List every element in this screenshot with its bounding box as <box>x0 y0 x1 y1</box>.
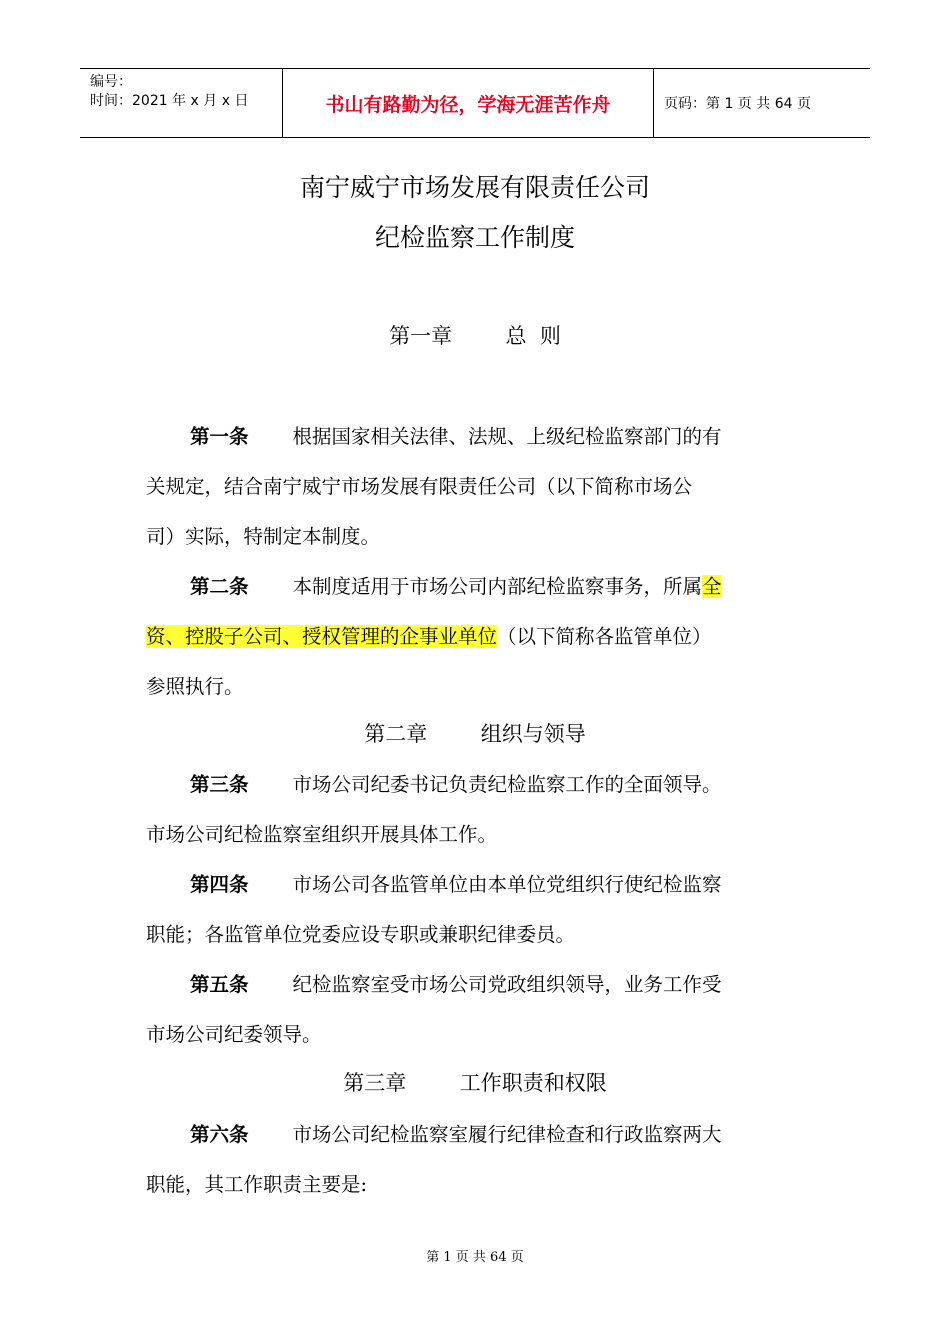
article-4-line-2: 职能；各监管单位党委应设专职或兼职纪律委员。 <box>146 923 576 946</box>
article-2-line-3: 参照执行。 <box>146 675 244 698</box>
article-3-line-2: 市场公司纪检监察室组织开展具体工作。 <box>146 823 498 846</box>
document-header <box>80 68 870 138</box>
chapter-3-heading: 第三章 工作职责和权限 <box>343 1071 607 1095</box>
number-label: 编号： <box>90 74 132 90</box>
article-1-line-3: 司）实际，特制定本制度。 <box>146 525 381 548</box>
article-1-line-1: 第一条 根据国家相关法律、法规、上级纪检监察部门的有 <box>190 425 722 448</box>
header-meta <box>80 69 282 137</box>
chapter-2-heading: 第二章 组织与领导 <box>364 722 586 746</box>
header-motto: 书山有路勤为径，学海无涯苦作舟 <box>282 69 654 137</box>
article-3-label: 第三条 <box>190 773 249 796</box>
highlighted-text: 全 <box>702 575 722 598</box>
header-page-info: 页码：第 1 页 共 64 页 <box>664 96 811 112</box>
time-label: 时间：2021 年 x 月 x 日 <box>90 93 249 109</box>
article-6-label: 第六条 <box>190 1123 249 1146</box>
article-5-line-2: 市场公司纪委领导。 <box>146 1023 322 1046</box>
article-4-line-1: 第四条 市场公司各监管单位由本单位党组织行使纪检监察 <box>190 873 722 896</box>
document-title-line1: 南宁威宁市场发展有限责任公司 <box>299 173 650 202</box>
article-6-line-2: 职能，其工作职责主要是: <box>146 1173 368 1196</box>
article-2-line-1: 第二条 本制度适用于市场公司内部纪检监察事务，所属全 <box>190 575 722 598</box>
article-3-line-1: 第三条 市场公司纪委书记负责纪检监察工作的全面领导。 <box>190 773 722 796</box>
article-1-label: 第一条 <box>190 425 249 448</box>
article-2-line-2: 资、控股子公司、授权管理的企事业单位（以下简称各监管单位） <box>146 625 712 648</box>
document-title-line2: 纪检监察工作制度 <box>374 223 575 252</box>
chapter-1-heading: 第一章 总 则 <box>389 324 561 348</box>
page-footer: 第 1 页 共 64 页 <box>426 1250 524 1265</box>
article-5-label: 第五条 <box>190 973 249 996</box>
article-5-line-1: 第五条 纪检监察室受市场公司党政组织领导，业务工作受 <box>190 973 722 996</box>
article-1-line-2: 关规定，结合南宁威宁市场发展有限责任公司（以下简称市场公 <box>146 475 693 498</box>
article-6-line-1: 第六条 市场公司纪检监察室履行纪律检查和行政监察两大 <box>190 1123 722 1146</box>
article-2-label: 第二条 <box>190 575 249 598</box>
highlighted-text: 资、控股子公司、授权管理的企事业单位 <box>146 625 498 648</box>
article-4-label: 第四条 <box>190 873 249 896</box>
